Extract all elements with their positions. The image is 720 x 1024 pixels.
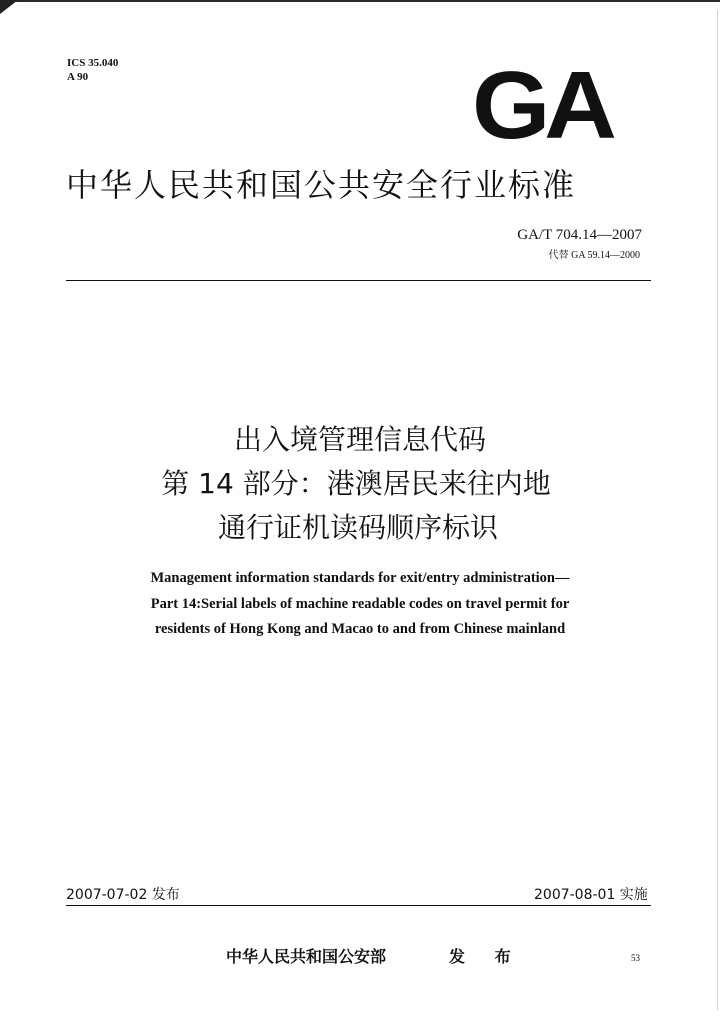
zh-title-line-1: 出入境管理信息代码 <box>233 423 486 456</box>
standard-category-title: 中华人民共和国公共安全行业标准 <box>66 166 577 204</box>
en-title-line-2: Part 14:Serial labels of machine readable codes on travel permit for <box>150 596 570 612</box>
zh-title-line-2: 第 14 部分：港澳居民来往内地 <box>161 467 551 500</box>
classification-codes <box>67 56 118 84</box>
scan-edge-top <box>0 0 720 10</box>
implement-date: 2007-08-01 实施 <box>534 887 648 903</box>
replaces-standard: 代替 GA 59.14—2000 <box>548 250 640 261</box>
footer-divider <box>66 905 651 906</box>
issuing-authority: 中华人民共和国公安部 <box>226 947 387 966</box>
issue-label: 发 布 <box>449 947 523 966</box>
en-title-line-1: Management information standards for exit/entry administration— <box>150 570 570 586</box>
page-number: 53 <box>631 953 640 963</box>
zh-title-line-3: 通行证机读码顺序标识 <box>217 511 498 544</box>
en-title-line-3: residents of Hong Kong and Macao to and from Chinese mainland <box>154 621 566 637</box>
standard-code: GA/T 704.14—2007 <box>517 227 642 243</box>
publish-date: 2007-07-02 发布 <box>66 887 180 903</box>
ccs-code: A 90 <box>67 71 89 83</box>
ics-code: ICS 35.040 <box>67 57 119 69</box>
ga-logo: GA <box>472 52 611 159</box>
header-divider <box>66 280 651 281</box>
